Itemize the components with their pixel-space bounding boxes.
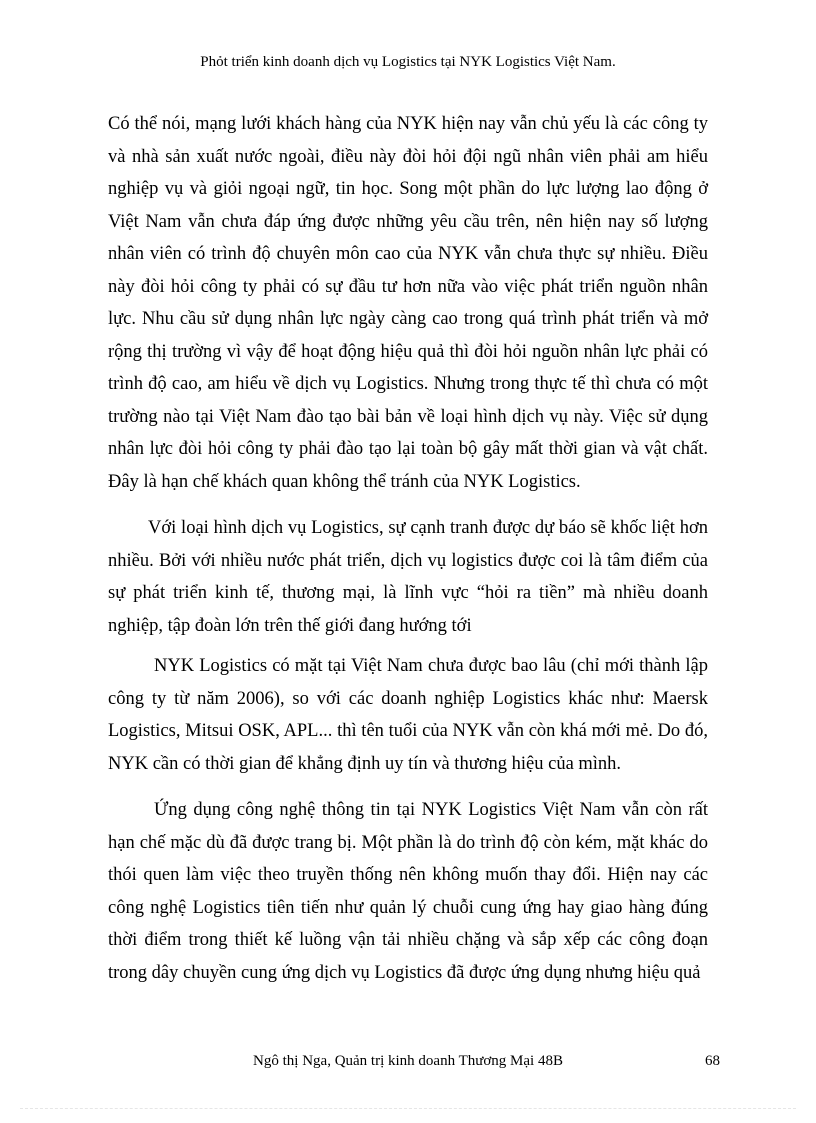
- paragraph-technology: Ứng dụng công nghệ thông tin tại NYK Logistics Việt Nam vẫn còn rất hạn chế mặc dù đã được trang bị. Một phần là do trình độ còn kém, mặt khác do thói quen làm việc theo truyền thống nên không muốn thay đổi. Hiện nay các công nghệ Logistics tiên tiến như quản lý chuỗi cung ứng hay giao hàng đúng thời điểm trong thiết kế luồng vận tải nhiều chặng và sắp xếp các công đoạn trong dây chuyền cung ứng dịch vụ Logistics đã được ứng dụng nhưng hiệu quả: [108, 800, 708, 983]
- paragraph-workforce: Có thể nói, mạng lưới khách hàng của NYK hiện nay vẫn chủ yếu là các công ty và nhà sản xuất nước ngoài, điều này đòi hỏi đội ngũ nhân viên phải am hiểu nghiệp vụ và giỏi ngoại ngữ, tin học. Song một phần do lực lượng lao động ở Việt Nam vẫn chưa đáp ứng được những yêu cầu trên, nên hiện nay số lượng nhân viên có trình độ chuyên môn cao của NYK vẫn chưa thực sự nhiều. Điều này đòi hỏi công ty phải có sự đầu tư hơn nữa vào việc phát triển nguồn nhân lực. Nhu cầu sử dụng nhân lực ngày càng cao trong quá trình phát triển và mở rộng thị trường vì vậy để hoạt động hiệu quả thì đòi hỏi nguồn nhân lực phải có trình độ cao, am hiểu về dịch vụ Logistics. Nhưng trong thực tế thì chưa có một trường nào tại Việt Nam đào tạo bài bản về loại hình dịch vụ này. Việc sử dụng nhân lực đòi hỏi công ty phải đào tạo lại toàn bộ gây mất thời gian và vật chất. Đây là hạn chế khách quan không thể tránh của NYK Logistics.: [108, 114, 708, 492]
- document-body: [108, 108, 708, 989]
- page-number: 68: [705, 1053, 720, 1069]
- footer-author: Ngô thị Nga, Quản trị kinh doanh Thương Mại 48B: [253, 1053, 563, 1069]
- paragraph-competition: Với loại hình dịch vụ Logistics, sự cạnh tranh được dự báo sẽ khốc liệt hơn nhiều. Bởi với nhiều nước phát triển, dịch vụ logistics được coi là tâm điểm của sự phát triển kinh tế, thương mại, là lĩnh vực “hỏi ra tiền” mà nhiều doanh nghiệp, tập đoàn lớn trên thế giới đang hướng tới: [108, 518, 708, 636]
- page-bottom-divider: [20, 1108, 796, 1109]
- running-header: Phỏt triển kinh doanh dịch vụ Logistics tại NYK Logistics Việt Nam.: [200, 54, 616, 70]
- paragraph-brand: NYK Logistics có mặt tại Việt Nam chưa được bao lâu (chỉ mới thành lập công ty từ năm 2006), so với các doanh nghiệp Logistics khác như: Maersk Logistics, Mitsui OSK, APL... thì tên tuổi của NYK vẫn còn khá mới mẻ. Do đó, NYK cần có thời gian để khẳng định uy tín và thương hiệu của mình.: [108, 656, 708, 774]
